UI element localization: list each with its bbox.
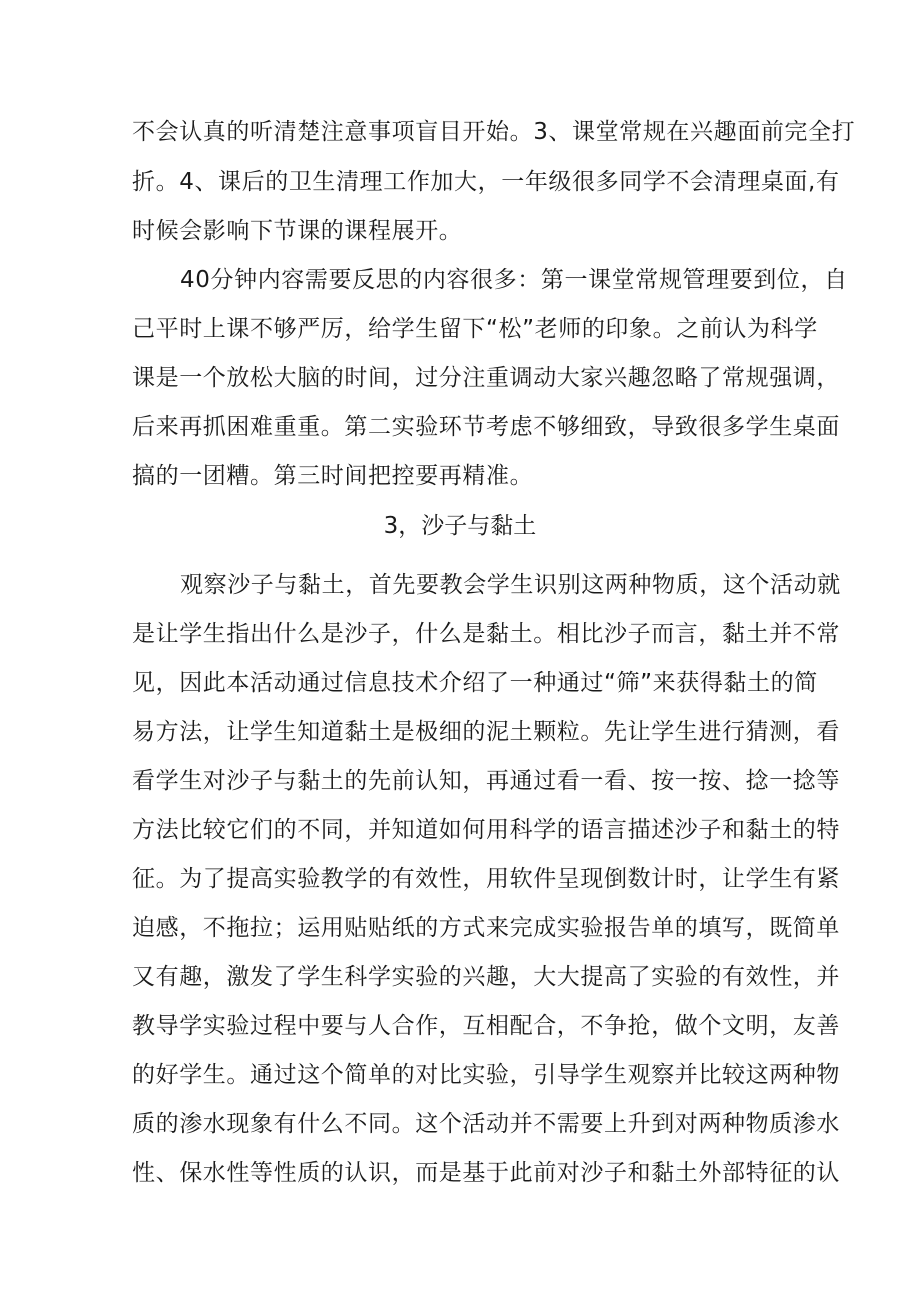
paragraph-3-line-5: 看学生对沙子与黏土的先前认知，再通过看一看、按一按、捻一捻等 [132, 768, 840, 794]
paragraph-3-line-2: 是让学生指出什么是沙子，什么是黏土。相比沙子而言，黏土并不常 [132, 621, 840, 647]
paragraph-3-line-11: 的好学生。通过这个简单的对比实验，引导学生观察并比较这两种物 [132, 1062, 840, 1088]
section-heading: 3，沙子与黏土 [383, 513, 537, 539]
paragraph-3-line-7: 征。为了提高实验教学的有效性，用软件呈现倒数计时，让学生有紧 [132, 866, 840, 892]
paragraph-3-line-3: 见，因此本活动通过信息技术介绍了一种通过“筛”来获得黏土的简 [132, 670, 818, 696]
paragraph-3-line-1: 观察沙子与黏土，首先要教会学生识别这两种物质，这个活动就 [180, 572, 841, 598]
paragraph-1-line-3: 时候会影响下节课的课程展开。 [132, 218, 463, 244]
paragraph-1-line-2: 折。4、课后的卫生清理工作加大，一年级很多同学不会清理桌面,有 [132, 169, 840, 195]
paragraph-3-line-8: 迫感，不拖拉；运用贴贴纸的方式来完成实验报告单的填写，既简单 [132, 915, 840, 941]
paragraph-3-line-6: 方法比较它们的不同，并知道如何用科学的语言描述沙子和黏土的特 [132, 817, 840, 843]
paragraph-3-line-9: 又有趣，激发了学生科学实验的兴趣，大大提高了实验的有效性，并 [132, 964, 840, 990]
paragraph-2-line-2: 己平时上课不够严厉，给学生留下“松”老师的印象。之前认为科学 [132, 316, 818, 342]
paragraph-2-line-5: 搞的一团糟。第三时间把控要再精准。 [132, 463, 534, 489]
paragraph-2-line-3: 课是一个放松大脑的时间，过分注重调动大家兴趣忽略了常规强调， [132, 365, 840, 391]
paragraph-3-line-13: 性、保水性等性质的认识，而是基于此前对沙子和黏土外部特征的认 [132, 1160, 840, 1186]
paragraph-3-line-4: 易方法，让学生知道黏土是极细的泥土颗粒。先让学生进行猜测，看 [132, 719, 840, 745]
paragraph-2-line-1: 40分钟内容需要反思的内容很多：第一课堂常规管理要到位，自 [180, 267, 848, 293]
paragraph-1-line-1: 不会认真的听清楚注意事项盲目开始。3、课堂常规在兴趣面前完全打 [132, 119, 856, 145]
paragraph-2-line-4: 后来再抓困难重重。第二实验环节考虑不够细致，导致很多学生桌面 [132, 414, 840, 440]
paragraph-3-line-10: 教导学实验过程中要与人合作，互相配合，不争抢，做个文明，友善 [132, 1013, 840, 1039]
paragraph-3-line-12: 质的渗水现象有什么不同。这个活动并不需要上升到对两种物质渗水 [132, 1111, 840, 1137]
